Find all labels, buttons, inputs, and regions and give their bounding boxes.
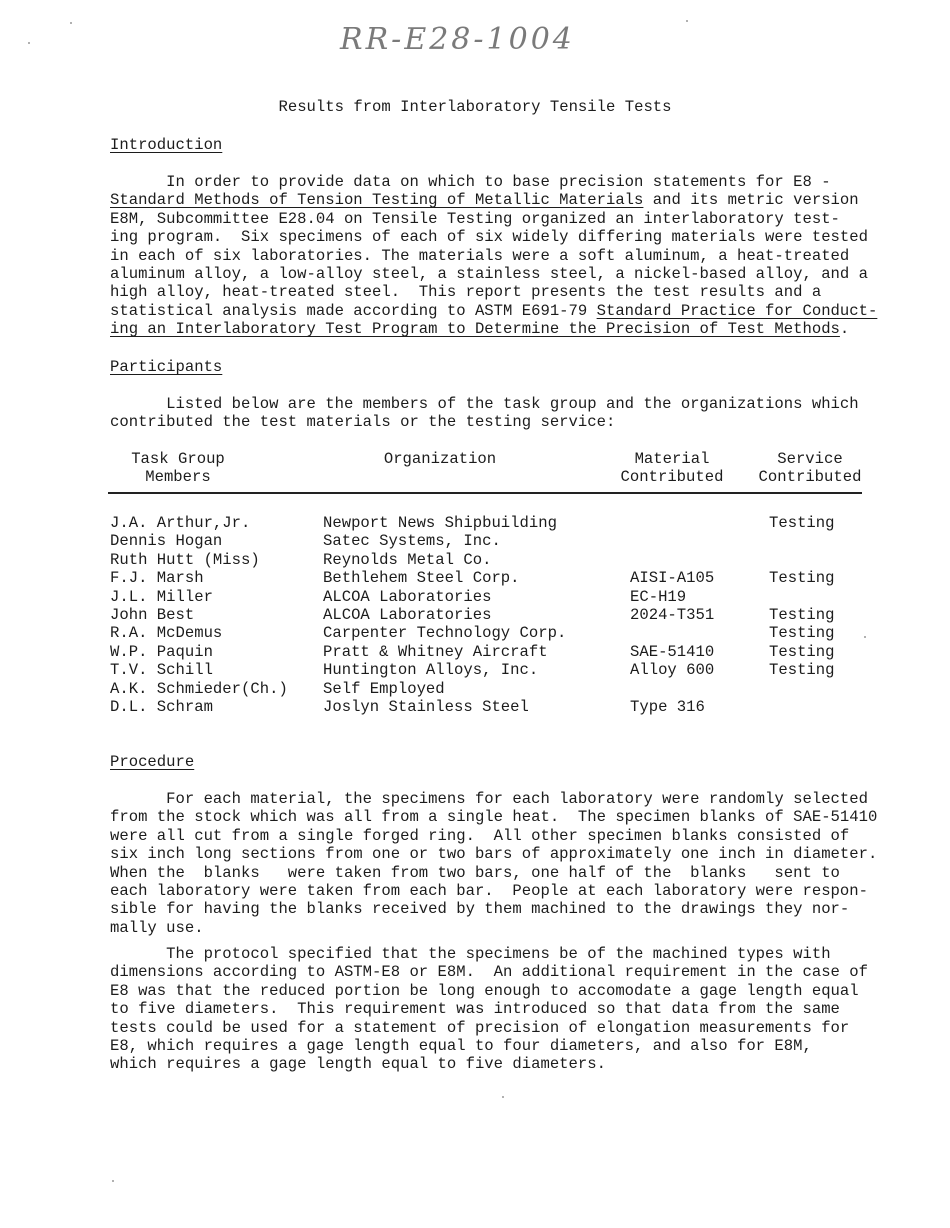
text-line: tests could be used for a statement of precision of elongation measurements for	[110, 1018, 850, 1037]
cell-material: AISI-A105	[630, 569, 715, 588]
table-header-rule	[108, 492, 862, 494]
table-row	[0, 588, 950, 606]
text-line: to five diameters. This requirement was introduced so that data from the same	[110, 1000, 840, 1019]
cell-service: Testing	[769, 661, 835, 680]
cell-organization: Huntington Alloys, Inc.	[323, 661, 539, 680]
cell-material: SAE-51410	[630, 642, 715, 661]
procedure-paragraph-2	[110, 945, 870, 1074]
scan-speck	[28, 42, 30, 44]
text-line: high alloy, heat-treated steel. This report presents the test results and a	[110, 283, 822, 302]
text-line: Standard Methods of Tension Testing of Metallic Materials and its metric version	[110, 191, 859, 210]
text-line: ing program. Six specimens of each of six widely differing materials were tested	[110, 228, 868, 247]
introduction-paragraph	[110, 173, 878, 339]
text-line: When the blanks were taken from two bars, one half of the blanks sent to	[110, 863, 840, 882]
cell-member: A.K. Schmieder(Ch.)	[110, 679, 288, 698]
table-row	[0, 643, 950, 661]
header-service: Service Contributed	[758, 450, 862, 487]
underlined-title: ing an Interlaboratory Test Program to Determine the Precision of Test Methods	[110, 320, 840, 339]
document-title: Results from Interlaboratory Tensile Tests	[278, 98, 672, 116]
text-line: In order to provide data on which to base precision statements for E8 -	[110, 173, 831, 191]
table-row	[0, 698, 950, 716]
table-row	[0, 680, 950, 698]
introduction-heading: Introduction	[110, 136, 223, 154]
table-row	[0, 569, 950, 587]
text-line: contributed the test materials or the testing service:	[110, 413, 616, 432]
text-line: each laboratory were taken from each bar. People at each laboratory were respon-	[110, 882, 868, 901]
text-line: For each material, the specimens for each laboratory were randomly selected	[110, 790, 868, 808]
table-row	[0, 551, 950, 569]
table-row	[0, 661, 950, 679]
table-row	[0, 624, 950, 642]
text-line: dimensions according to ASTM-E8 or E8M. An additional requirement in the case of	[110, 963, 868, 982]
cell-organization: ALCOA Laboratories	[323, 587, 492, 606]
cell-organization: ALCOA Laboratories	[323, 606, 492, 624]
text-line: which requires a gage length equal to five diameters.	[110, 1055, 606, 1074]
scan-speck	[70, 22, 72, 24]
table-row	[0, 532, 950, 550]
scan-speck	[502, 1096, 504, 1098]
text-line: six inch long sections from one or two bars of approximately one inch in diameter.	[110, 845, 878, 864]
table-row	[0, 514, 950, 532]
cell-organization: Reynolds Metal Co.	[323, 550, 492, 569]
scan-speck	[864, 636, 866, 638]
header-organization: Organization	[383, 450, 497, 468]
cell-member: Ruth Hutt (Miss)	[110, 550, 260, 569]
participants-intro-paragraph	[110, 395, 870, 432]
cell-member: J.L. Miller	[110, 587, 213, 606]
cell-member: D.L. Schram	[110, 698, 213, 716]
cell-organization: Carpenter Technology Corp.	[323, 624, 567, 643]
text-line: mally use.	[110, 918, 204, 937]
text-line: sible for having the blanks received by them machined to the drawings they nor-	[110, 900, 850, 919]
cell-member: Dennis Hogan	[110, 532, 223, 551]
cell-organization: Newport News Shipbuilding	[323, 514, 557, 532]
cell-organization: Bethlehem Steel Corp.	[323, 569, 520, 588]
text-line: E8M, Subcommittee E28.04 on Tensile Testing organized an interlaboratory test-	[110, 209, 840, 228]
cell-material: EC-H19	[630, 587, 687, 606]
text-line: E8, which requires a gage length equal to four diameters, and also for E8M,	[110, 1037, 812, 1056]
participants-heading: Participants	[110, 358, 223, 376]
procedure-heading: Procedure	[110, 753, 195, 771]
text-line: Listed below are the members of the task group and the organizations which	[110, 395, 859, 413]
cell-material: Alloy 600	[630, 661, 715, 680]
cell-member: J.A. Arthur,Jr.	[110, 514, 251, 532]
cell-service: Testing	[769, 514, 835, 532]
cell-organization: Pratt & Whitney Aircraft	[323, 642, 548, 661]
text-line: statistical analysis made according to ASTM E691-79 Standard Practice for Conduct-	[110, 301, 878, 320]
cell-member: T.V. Schill	[110, 661, 213, 680]
text-line: ing an Interlaboratory Test Program to Determine the Precision of Test Methods.	[110, 320, 850, 339]
header-members: Task Group Members	[131, 450, 225, 487]
scan-speck	[686, 20, 688, 22]
cell-organization: Joslyn Stainless Steel	[323, 698, 529, 716]
text-line: The protocol specified that the specimens be of the machined types with	[110, 945, 831, 963]
cell-organization: Satec Systems, Inc.	[323, 532, 501, 551]
text-line: from the stock which was all from a single heat. The specimen blanks of SAE-51410	[110, 808, 878, 827]
underlined-title: Standard Practice for Conduct-	[596, 301, 878, 320]
text-line: E8 was that the reduced portion be long enough to accomodate a gage length equal	[110, 981, 859, 1000]
cell-member: F.J. Marsh	[110, 569, 204, 588]
cell-service: Testing	[769, 606, 835, 624]
text-line: were all cut from a single forged ring. All other specimen blanks consisted of	[110, 826, 850, 845]
cell-material: Type 316	[630, 698, 705, 716]
procedure-paragraph-1	[110, 790, 878, 937]
cell-member: W.P. Paquin	[110, 642, 213, 661]
text-line: aluminum alloy, a low-alloy steel, a stainless steel, a nickel-based alloy, and a	[110, 265, 868, 284]
cell-service: Testing	[769, 569, 835, 588]
cell-member: R.A. McDemus	[110, 624, 223, 643]
cell-member: John Best	[110, 606, 195, 624]
header-material: Material Contributed	[620, 450, 724, 487]
handwritten-note: RR-E28-1004	[340, 22, 575, 57]
scan-speck	[112, 1180, 114, 1182]
cell-service: Testing	[769, 642, 835, 661]
cell-organization: Self Employed	[323, 679, 445, 698]
cell-material: 2024-T351	[630, 606, 715, 624]
table-row	[0, 606, 950, 624]
text-line: in each of six laboratories. The materials were a soft aluminum, a heat-treated	[110, 246, 850, 265]
cell-service: Testing	[769, 624, 835, 643]
underlined-title: Standard Methods of Tension Testing of Metallic Materials	[110, 191, 644, 210]
